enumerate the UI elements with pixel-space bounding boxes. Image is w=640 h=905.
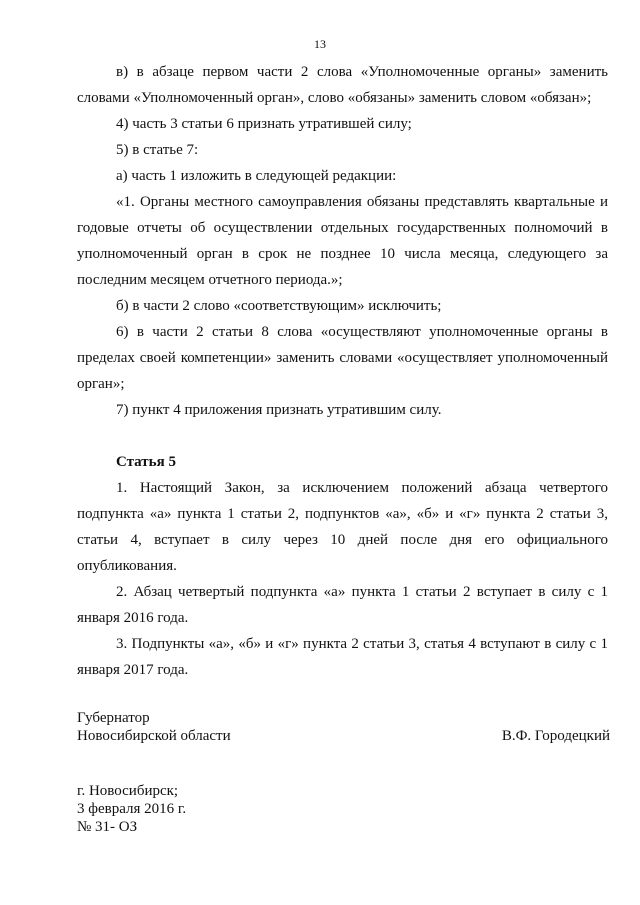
article-paragraph-2: 2. Абзац четвертый подпункта «а» пункта 1 статьи 2 вступает в силу с 1 января 2016 года. xyxy=(77,584,608,626)
signer-name: В.Ф. Городецкий xyxy=(501,728,610,744)
signature-block xyxy=(77,709,610,745)
paragraph-b: б) в части 2 слово «соответствующим» исключить; xyxy=(116,298,442,314)
signature-row xyxy=(77,727,610,745)
paragraph-5: 5) в статье 7: xyxy=(116,142,199,158)
signer-region: Новосибирской области xyxy=(77,728,231,744)
paragraph-a: а) часть 1 изложить в следующей редакции: xyxy=(116,168,397,184)
article-heading: Статья 5 xyxy=(116,454,176,470)
article-paragraph-3: 3. Подпункты «а», «б» и «г» пункта 2 статьи 3, статья 4 вступают в силу с 1 января 2017 года. xyxy=(77,636,608,678)
page-number: 13 xyxy=(314,37,326,51)
article-paragraph-1: 1. Настоящий Закон, за исключением положений абзаца четвертого подпункта «а» пункта 1 статьи 2, подпунктов «а», «б» и «г» пункта 2 статьи 3, статьи 4, вступает в силу через 10 дней после дня его официального опубликования. xyxy=(77,480,608,574)
paragraph-v: в) в абзаце первом части 2 слова «Уполномоченные органы» заменить словами «Уполномоченный орган», слово «обязаны» заменить словом «обязан»; xyxy=(77,64,608,106)
city: г. Новосибирск; xyxy=(77,783,179,799)
paragraph-7: 7) пункт 4 приложения признать утратившим силу. xyxy=(116,402,442,418)
paragraph-quote: «1. Органы местного самоуправления обязаны представлять квартальные и годовые отчеты об осуществлении отдельных государственных полномочий в уполномоченный орган в срок не позднее 10 числа месяца, следующего за последним месяцем отчетного периода.»; xyxy=(77,194,608,288)
place-date-block xyxy=(77,782,186,836)
law-number: № 31- ОЗ xyxy=(77,819,138,835)
date: 3 февраля 2016 г. xyxy=(77,801,187,817)
signer-position: Губернатор xyxy=(77,710,150,726)
document-body xyxy=(77,59,608,683)
paragraph-4: 4) часть 3 статьи 6 признать утратившей силу; xyxy=(116,116,412,132)
paragraph-6: 6) в части 2 статьи 8 слова «осуществляют уполномоченные органы в пределах своей компетенции» заменить словами «осуществляет уполномоченный орган»; xyxy=(77,324,608,392)
